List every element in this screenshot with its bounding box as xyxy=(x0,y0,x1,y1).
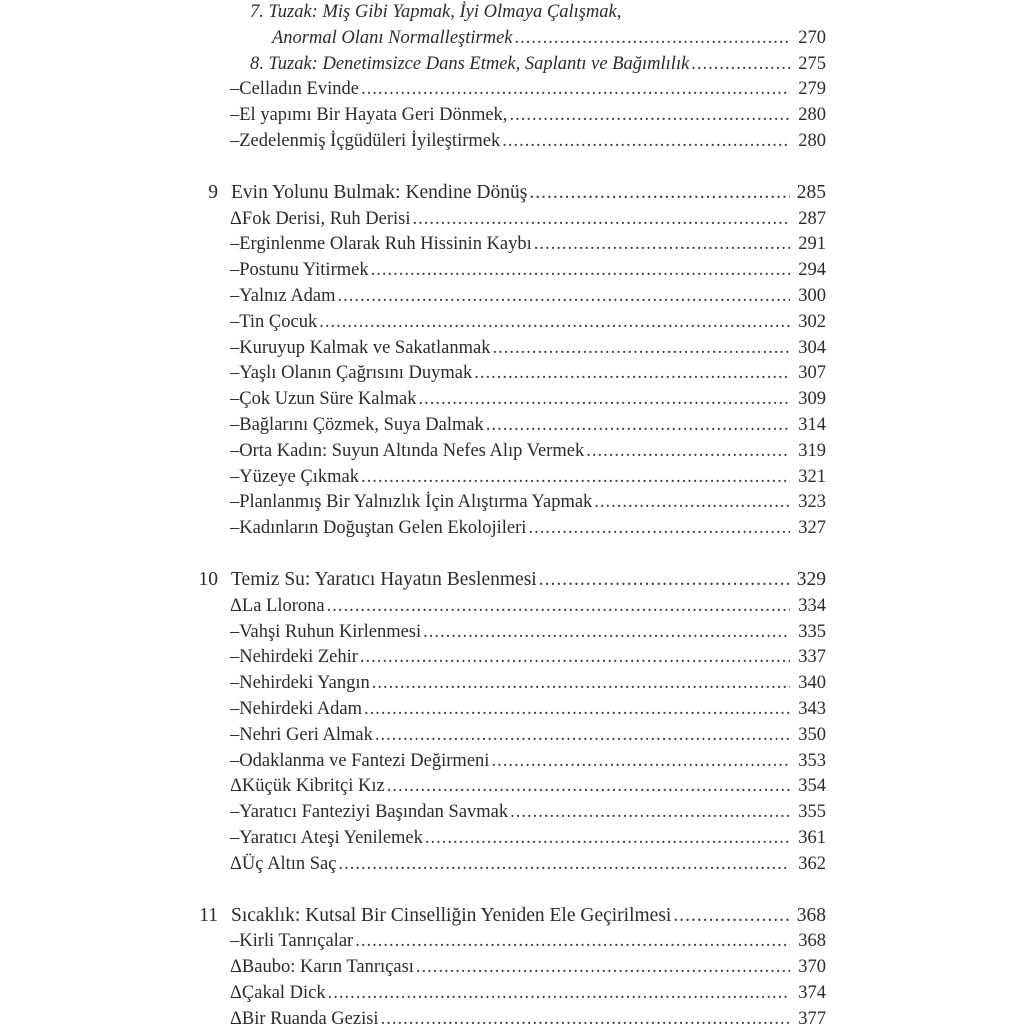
toc-entry-line xyxy=(230,464,826,490)
page-number: 291 xyxy=(798,234,826,255)
dot-leader xyxy=(371,257,790,283)
toc-entry-line xyxy=(230,489,826,515)
toc-entry-line xyxy=(230,206,826,232)
toc-entry-title: Zedelenmiş İçgüdüleri İyileştirmek xyxy=(239,131,501,151)
page-number: 368 xyxy=(796,904,826,926)
toc-entry xyxy=(0,928,1024,954)
toc-entry xyxy=(0,1006,1024,1032)
dot-leader xyxy=(338,283,790,309)
toc-entry-title: Anormal Olanı Normalleştirmek xyxy=(272,27,513,48)
dash-marker: – xyxy=(230,802,240,823)
toc-entry-line xyxy=(230,593,826,619)
toc-entry-title: Kirli Tanrıçalar xyxy=(239,931,354,952)
page-number: 321 xyxy=(798,466,826,487)
toc-entry-line xyxy=(230,799,826,825)
toc-entry-title: Küçük Kibritçi Kız xyxy=(241,776,385,797)
toc-entry xyxy=(0,619,1024,645)
dot-leader xyxy=(509,102,790,128)
toc-entry-line xyxy=(230,722,826,748)
dot-leader xyxy=(361,464,790,490)
dot-leader xyxy=(328,980,790,1006)
toc-entry-line xyxy=(250,0,621,25)
toc-entry xyxy=(0,206,1024,232)
page-number: 275 xyxy=(798,53,826,74)
page-number: 334 xyxy=(798,595,826,616)
toc-entry-line xyxy=(230,309,826,335)
dot-leader xyxy=(412,206,790,232)
toc-entry-line xyxy=(230,696,826,722)
dot-leader xyxy=(425,825,790,851)
toc-entry-title: Bağlarını Çözmek, Suya Dalmak xyxy=(239,415,484,435)
chapter-number: 11 xyxy=(199,904,218,926)
dash-marker: – xyxy=(230,492,240,513)
page-number: 323 xyxy=(798,492,826,513)
page-number: 309 xyxy=(798,389,826,410)
toc-entry xyxy=(0,386,1024,412)
dot-leader xyxy=(375,722,790,748)
dash-marker: – xyxy=(230,647,240,668)
page-number: 335 xyxy=(798,621,826,642)
dot-leader xyxy=(502,128,790,154)
toc-entry-title: Baubo: Karın Tanrıçası xyxy=(241,957,414,978)
delta-marker: Δ xyxy=(230,208,242,229)
toc-entry-line xyxy=(230,412,826,438)
dot-leader xyxy=(327,593,790,619)
toc-entry-title: Sıcaklık: Kutsal Bir Cinselliğin Yeniden Ele Geçirilmesi xyxy=(231,904,672,926)
toc-entry-title: Evin Yolunu Bulmak: Kendine Dönüş xyxy=(231,181,528,203)
toc-entry xyxy=(0,309,1024,335)
toc-entry xyxy=(0,851,1024,877)
delta-marker: Δ xyxy=(230,1008,242,1029)
dot-leader xyxy=(364,696,790,722)
dot-leader xyxy=(423,619,790,645)
page-number: 353 xyxy=(798,750,826,771)
page-number: 327 xyxy=(798,518,826,539)
dot-leader xyxy=(528,515,790,541)
dot-leader xyxy=(586,438,790,464)
page-number: 362 xyxy=(798,853,826,874)
toc-entry xyxy=(0,438,1024,464)
page-number: 279 xyxy=(798,79,826,100)
toc-entry-title: 8. Tuzak: Denetimsizce Dans Etmek, Saplantı ve Bağımlılık xyxy=(250,53,690,74)
page-number: 350 xyxy=(798,724,826,745)
toc-entry xyxy=(0,360,1024,386)
dot-leader xyxy=(486,412,790,438)
toc-entry-line xyxy=(230,1006,826,1032)
toc-entry-title: Çakal Dick xyxy=(241,983,326,1003)
toc-entry xyxy=(0,825,1024,851)
dash-marker: – xyxy=(230,724,240,745)
page-number: 329 xyxy=(796,569,826,590)
toc-entry-line xyxy=(230,670,826,696)
toc-entry xyxy=(0,670,1024,696)
dash-marker: – xyxy=(230,673,240,694)
page-number: 370 xyxy=(798,957,826,978)
toc-entry xyxy=(0,412,1024,438)
dash-marker: – xyxy=(230,337,240,358)
toc-entry-line xyxy=(230,335,826,361)
toc-entry-title: Nehirdeki Yangın xyxy=(239,673,370,694)
toc-entry-line xyxy=(230,386,826,412)
toc-chapter xyxy=(0,903,1024,929)
dot-leader xyxy=(319,309,790,335)
dash-marker: – xyxy=(230,286,240,306)
toc-entry-title: Üç Altın Saç xyxy=(241,853,337,874)
page-number: 337 xyxy=(798,647,826,668)
toc-entry xyxy=(0,696,1024,722)
dot-leader xyxy=(539,567,790,593)
toc-entry-line xyxy=(230,928,826,954)
toc-entry xyxy=(0,464,1024,490)
dash-marker: – xyxy=(230,750,240,771)
toc-entry-title: Nehirdeki Zehir xyxy=(239,647,358,668)
toc-entry-title: Yalnız Adam xyxy=(239,286,336,306)
toc-entry-line xyxy=(230,773,826,799)
toc-entry-title: Çok Uzun Süre Kalmak xyxy=(239,389,417,410)
toc-entry-line xyxy=(230,980,826,1006)
toc-entry xyxy=(0,980,1024,1006)
toc-entry-title: Celladın Evinde xyxy=(239,79,359,100)
page-number: 280 xyxy=(798,105,826,126)
toc-entry-line xyxy=(230,825,826,851)
dash-marker: – xyxy=(230,131,240,151)
page-number: 343 xyxy=(798,699,826,719)
dash-marker: – xyxy=(230,518,240,539)
dot-leader xyxy=(510,799,790,825)
dot-leader xyxy=(515,25,791,51)
dot-leader xyxy=(361,76,790,102)
toc-entry xyxy=(0,515,1024,541)
page-number: 314 xyxy=(798,415,826,435)
toc-entry-line xyxy=(230,283,826,309)
toc-entry-title: Odaklanma ve Fantezi Değirmeni xyxy=(239,750,490,771)
dot-leader xyxy=(387,773,790,799)
dash-marker: – xyxy=(230,79,240,100)
toc-entry-line xyxy=(250,51,826,77)
toc-entry-title: Yaratıcı Ateşi Yenilemek xyxy=(239,828,423,848)
delta-marker: Δ xyxy=(230,983,242,1003)
toc-entry xyxy=(0,128,1024,154)
toc-entry xyxy=(0,799,1024,825)
toc-chapter xyxy=(0,567,1024,593)
dash-marker: – xyxy=(230,440,240,461)
chapter-number: 10 xyxy=(198,569,218,590)
toc-entry-title: Erginlenme Olarak Ruh Hissinin Kaybı xyxy=(239,234,532,255)
toc-entry-line xyxy=(230,851,826,877)
page-number: 368 xyxy=(798,931,826,952)
toc-entry-line xyxy=(230,257,826,283)
toc-entry-line xyxy=(230,102,826,128)
toc-entry-title: Planlanmış Bir Yalnızlık İçin Alıştırma Yapmak xyxy=(239,492,593,513)
toc-entry-line xyxy=(230,748,826,774)
dot-leader xyxy=(416,954,790,980)
page-number: 374 xyxy=(798,983,826,1003)
page-number: 285 xyxy=(796,181,826,203)
dash-marker: – xyxy=(230,931,240,952)
dot-leader xyxy=(355,928,790,954)
delta-marker: Δ xyxy=(230,853,242,874)
dash-marker: – xyxy=(230,699,240,719)
toc-entry xyxy=(0,335,1024,361)
toc-entry-line xyxy=(230,76,826,102)
toc-entry-title: Nehri Geri Almak xyxy=(239,724,373,745)
toc-entry-title: Tin Çocuk xyxy=(239,311,318,332)
dash-marker: – xyxy=(230,621,240,642)
toc-entry-line xyxy=(231,903,826,929)
dot-leader xyxy=(691,51,790,77)
toc-entry-title: Postunu Yitirmek xyxy=(239,260,369,281)
page-number: 280 xyxy=(798,131,826,151)
toc-entry-title: Vahşi Ruhun Kirlenmesi xyxy=(239,621,422,642)
toc-entry-title: Fok Derisi, Ruh Derisi xyxy=(241,208,411,229)
toc-entry xyxy=(0,773,1024,799)
toc-entry xyxy=(0,954,1024,980)
toc-entry-title: Yaratıcı Fanteziyi Başından Savmak xyxy=(239,802,509,823)
dash-marker: – xyxy=(230,415,240,435)
dash-marker: – xyxy=(230,311,240,332)
dash-marker: – xyxy=(230,389,240,410)
toc-entry-title: Temiz Su: Yaratıcı Hayatın Beslenmesi xyxy=(231,569,537,590)
page-number: 355 xyxy=(798,802,826,823)
page-number: 270 xyxy=(798,27,826,48)
toc-entry xyxy=(0,593,1024,619)
toc-entry xyxy=(0,231,1024,257)
toc-entry-title: Orta Kadın: Suyun Altında Nefes Alıp Vermek xyxy=(239,440,585,461)
page-number: 340 xyxy=(798,673,826,694)
dot-leader xyxy=(474,360,790,386)
toc-entry xyxy=(0,722,1024,748)
page-number: 377 xyxy=(798,1008,826,1029)
dot-leader xyxy=(529,180,790,206)
dash-marker: – xyxy=(230,105,240,126)
dot-leader xyxy=(419,386,790,412)
toc-entry-title: Yüzeye Çıkmak xyxy=(239,466,359,487)
page-number: 361 xyxy=(798,828,826,848)
toc-entry-title: Yaşlı Olanın Çağrısını Duymak xyxy=(239,363,473,384)
dot-leader xyxy=(491,748,790,774)
chapter-number: 9 xyxy=(208,181,218,203)
toc-entry-line xyxy=(230,515,826,541)
dot-leader xyxy=(594,489,790,515)
delta-marker: Δ xyxy=(230,957,242,978)
toc-chapter xyxy=(0,180,1024,206)
toc-entry-line xyxy=(231,567,826,593)
toc-entry-line xyxy=(230,231,826,257)
dash-marker: – xyxy=(230,828,240,848)
page-number: 354 xyxy=(798,776,826,797)
page-number: 304 xyxy=(798,337,826,358)
page-number: 294 xyxy=(798,260,826,281)
toc-entry-line xyxy=(230,619,826,645)
toc-entry-title: La Llorona xyxy=(241,595,325,616)
page-number: 302 xyxy=(798,311,826,332)
dash-marker: – xyxy=(230,363,240,384)
dash-marker: – xyxy=(230,234,240,255)
toc-entry-title: 7. Tuzak: Miş Gibi Yapmak, İyi Olmaya Çalışmak, xyxy=(250,2,622,22)
toc-entry-title: Kuruyup Kalmak ve Sakatlanmak xyxy=(239,337,491,358)
toc-entry-line xyxy=(230,438,826,464)
toc-entry-line xyxy=(230,644,826,670)
toc-entry xyxy=(0,102,1024,128)
dot-leader xyxy=(534,231,790,257)
toc-entry xyxy=(0,283,1024,309)
page-number: 300 xyxy=(798,286,826,306)
toc-entry xyxy=(0,644,1024,670)
delta-marker: Δ xyxy=(230,595,242,616)
toc-entry-title: El yapımı Bir Hayata Geri Dönmek, xyxy=(239,105,508,126)
delta-marker: Δ xyxy=(230,776,242,797)
toc-entry-line xyxy=(230,128,826,154)
dot-leader xyxy=(673,903,790,929)
toc-entry-title: Nehirdeki Adam xyxy=(239,699,363,719)
toc-entry-line xyxy=(231,180,826,206)
dot-leader xyxy=(381,1006,790,1032)
page-number: 307 xyxy=(798,363,826,384)
dash-marker: – xyxy=(230,466,240,487)
toc-entry xyxy=(0,257,1024,283)
dot-leader xyxy=(492,335,790,361)
toc-entry xyxy=(0,748,1024,774)
toc-entry-line xyxy=(230,954,826,980)
toc-entry xyxy=(0,25,1024,51)
toc-entry-title: Kadınların Doğuştan Gelen Ekolojileri xyxy=(239,518,527,539)
dot-leader xyxy=(338,851,790,877)
toc-entry xyxy=(0,76,1024,102)
page-number: 319 xyxy=(798,440,826,461)
toc-entry-line xyxy=(230,360,826,386)
toc-entry-title: Bir Ruanda Gezisi xyxy=(241,1008,379,1029)
dash-marker: – xyxy=(230,260,240,281)
toc-entry xyxy=(0,489,1024,515)
toc-entry xyxy=(0,51,1024,77)
page-number: 287 xyxy=(798,208,826,229)
dot-leader xyxy=(360,644,790,670)
dot-leader xyxy=(372,670,790,696)
toc-entry-line xyxy=(272,25,826,51)
